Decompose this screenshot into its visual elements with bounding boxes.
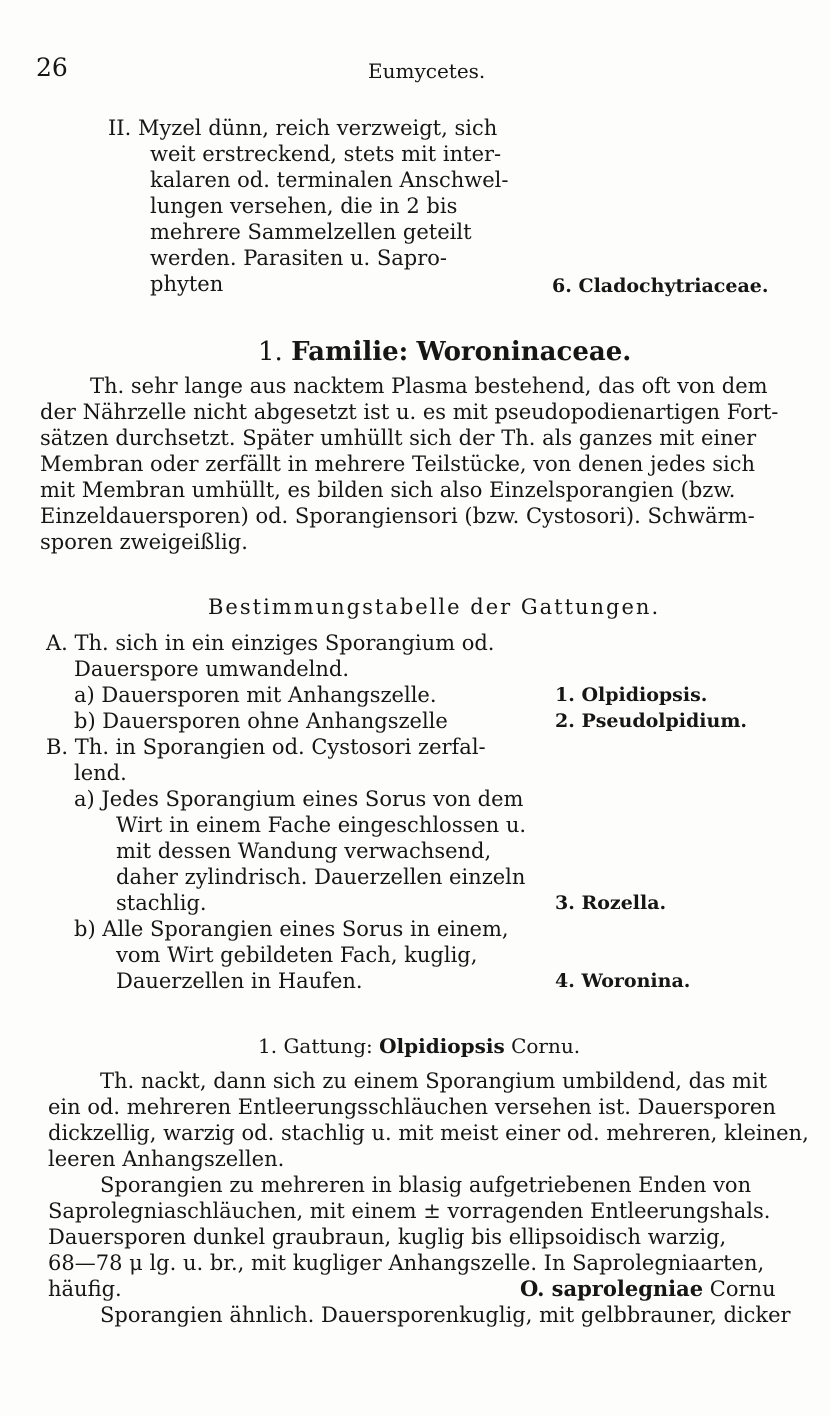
key-table-line: a) Dauersporen mit Anhangszelle.	[74, 683, 437, 707]
genus-text-line: Saprolegniaschläuchen, mit einem ± vorragenden Entleerungshals.	[48, 1199, 771, 1223]
key-result: 6. Cladochytriaceae.	[552, 275, 769, 297]
description-line: sporen zweigeißlig.	[40, 530, 248, 554]
key-table-line: b) Dauersporen ohne Anhangszelle	[74, 709, 448, 733]
key-table-line: vom Wirt gebildeten Fach, kuglig,	[116, 943, 478, 967]
key-table-result: 4. Woronina.	[555, 970, 691, 992]
genus-text-line: Sporangien ähnlich. Dauersporenkuglig, mit gelbbrauner, dicker	[100, 1303, 791, 1327]
key-table-result: 2. Pseudolpidium.	[555, 710, 748, 732]
description-line: Membran oder zerfällt in mehrere Teilstücke, von denen jedes sich	[40, 452, 756, 476]
species-author: Cornu	[709, 1277, 776, 1301]
description-line: Einzeldauersporen) od. Sporangiensori (bzw. Cystosori). Schwärm-	[40, 504, 755, 528]
species-name: O. saprolegniae	[520, 1276, 704, 1301]
key-line: kalaren od. terminalen Anschwel-	[150, 168, 509, 192]
key-table-line: daher zylindrisch. Dauerzellen einzeln	[116, 865, 526, 889]
genus-number: 1.	[258, 1034, 278, 1058]
key-table-line: a) Jedes Sporangium eines Sorus von dem	[74, 787, 524, 811]
genus-text-line: 68—78 μ lg. u. br., mit kugliger Anhangszelle. In Saprolegniaarten,	[48, 1251, 765, 1275]
description-line: der Nährzelle nicht abgesetzt ist u. es mit pseudopodienartigen Fort-	[40, 400, 779, 424]
key-line: mehrere Sammelzellen geteilt	[150, 220, 472, 244]
genus-text-line: leeren Anhangszellen.	[48, 1147, 285, 1171]
genus-text-line: häufig.	[48, 1277, 122, 1301]
key-table-line: A. Th. sich in ein einziges Sporangium od.	[46, 631, 495, 655]
genus-text-line: Th. nackt, dann sich zu einem Sporangium umbildend, das mit	[100, 1069, 768, 1093]
key-line: werden. Parasiten u. Sapro-	[150, 246, 448, 270]
genus-text-line: ein od. mehreren Entleerungsschläuchen versehen ist. Dauersporen	[48, 1095, 776, 1119]
description-line: Th. sehr lange aus nacktem Plasma bestehend, das oft von dem	[90, 374, 768, 398]
key-table-line: lend.	[74, 761, 127, 785]
key-table-line: stachlig.	[116, 891, 207, 915]
key-table-line: b) Alle Sporangien eines Sorus in einem,	[74, 917, 509, 941]
species-entry	[520, 1276, 776, 1302]
key-line: phyten	[150, 272, 224, 296]
genus-heading	[258, 1033, 580, 1059]
genus-text-line: Sporangien zu mehreren in blasig aufgetriebenen Enden von	[100, 1173, 752, 1197]
key-table-line: Wirt in einem Fache eingeschlossen u.	[116, 813, 527, 837]
running-title: Eumycetes.	[368, 59, 486, 83]
key-line: lungen versehen, die in 2 bis	[150, 194, 458, 218]
genus-author: Cornu.	[511, 1034, 581, 1058]
key-table-line: B. Th. in Sporangien od. Cystosori zerfal-	[46, 735, 486, 759]
description-line: sätzen durchsetzt. Später umhüllt sich der Th. als ganzes mit einer	[40, 426, 757, 450]
page-number: 26	[36, 53, 68, 82]
key-table-line: Dauerspore umwandelnd.	[74, 657, 350, 681]
genus-label: Gattung:	[283, 1034, 373, 1058]
key-table-line: Dauerzellen in Haufen.	[116, 969, 363, 993]
key-table-line: mit dessen Wandung verwachsend,	[116, 839, 492, 863]
family-label: Familie:	[291, 337, 409, 367]
key-table-heading: Bestimmungstabelle der Gattungen.	[208, 595, 661, 619]
key-line: II. Myzel dünn, reich verzweigt, sich	[108, 116, 498, 140]
genus-name: Olpidiopsis	[379, 1034, 505, 1058]
family-heading	[258, 337, 631, 367]
key-table-result: 1. Olpidiopsis.	[555, 684, 708, 706]
genus-text-line: dickzellig, warzig od. stachlig u. mit meist einer od. mehreren, kleinen,	[48, 1121, 809, 1145]
key-table-result: 3. Rozella.	[555, 892, 667, 914]
family-name: Woroninaceae.	[416, 337, 632, 367]
description-line: mit Membran umhüllt, es bilden sich also Einzelsporangien (bzw.	[40, 478, 736, 502]
family-number: 1.	[258, 337, 283, 367]
genus-text-line: Dauersporen dunkel graubraun, kuglig bis ellipsoidisch warzig,	[48, 1225, 727, 1249]
key-line: weit erstreckend, stets mit inter-	[150, 142, 502, 166]
